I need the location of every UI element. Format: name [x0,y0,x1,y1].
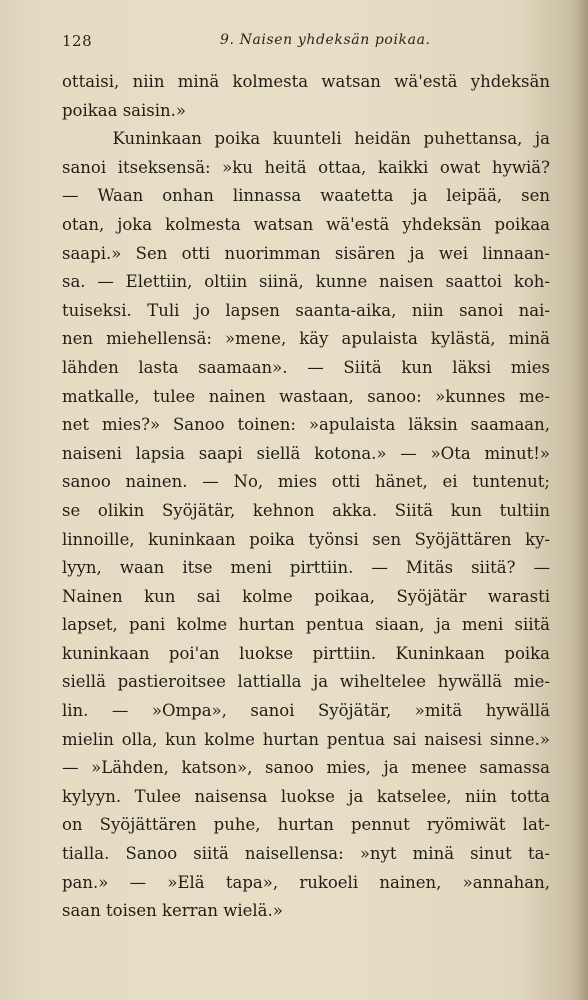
text-line: sanoi itseksensä: »ku heitä ottaa, kaikki owat hywiä? [62,157,550,177]
text-line: linnoille, kuninkaan poika työnsi sen Syöjättären ky- [62,529,550,549]
text-line: lin. — »Ompa», sanoi Syöjätär, »mitä hywällä [62,701,550,721]
text-line: naiseni lapsia saapi siellä kotona.» — »Ota minut!» [62,443,550,463]
text-line: pan.» — »Elä tapa», rukoeli nainen, »annahan, [62,872,550,892]
text-line: net mies?» Sanoo toinen: »apulaista läksin saamaan, [62,415,550,435]
text-line: sanoo nainen. — No, mies otti hänet, ei tuntenut; [62,472,550,492]
text-line: — Waan onhan linnassa waatetta ja leipää, sen [62,186,550,206]
text-line: poikaa saisin.» [62,100,186,120]
text-line: otan, joka kolmesta watsan wä'estä yhdeksän poikaa [62,214,550,234]
page-header [62,32,544,56]
text-line: on Syöjättären puhe, hurtan pennut ryömiwät lat- [62,815,550,835]
text-line: siellä pastieroitsee lattialla ja wiheltelee hywällä mie- [62,672,550,692]
text-line: mielin olla, kun kolme hurtan pentua sai naisesi sinne.» [62,729,550,749]
text-line: tuiseksi. Tuli jo lapsen saanta-aika, niin sanoi nai- [62,300,550,320]
text-line: lapset, pani kolme hurtan pentua siaan, ja meni siitä [62,615,550,635]
text-line: Nainen kun sai kolme poikaa, Syöjätär warasti [62,586,550,606]
page-number: 128 [62,32,93,50]
running-title: 9. Naisen yhdeksän poikaa. [220,32,431,48]
text-line: Kuninkaan poika kuunteli heidän puhettansa, ja [62,129,550,149]
page-edge-shadow [574,0,588,1000]
text-line: kuninkaan poi'an luokse pirttiin. Kuninkaan poika [62,643,550,663]
text-line: lyyn, waan itse meni pirttiin. — Mitäs siitä? — [62,558,550,578]
text-line: kylyyn. Tulee naisensa luokse ja katselee, niin totta [62,786,550,806]
text-line: saapi.» Sen otti nuorimman sisären ja wei linnaan- [62,243,550,263]
text-line: saan toisen kerran wielä.» [62,901,283,921]
text-line: tialla. Sanoo siitä naisellensa: »nyt minä sinut ta- [62,844,550,864]
text-line: lähden lasta saamaan». — Siitä kun läksi mies [62,357,550,377]
text-line: matkalle, tulee nainen wastaan, sanoo: »kunnes me- [62,386,550,406]
text-line: sa. — Elettiin, oltiin siinä, kunne naisen saattoi koh- [62,272,550,292]
text-line: se olikin Syöjätär, kehnon akka. Siitä kun tultiin [62,500,550,520]
text-line: ottaisi, niin minä kolmesta watsan wä'estä yhdeksän [62,72,550,91]
body-text [62,68,550,926]
text-line: — »Lähden, katson», sanoo mies, ja menee samassa [62,758,550,778]
text-line: nen miehellensä: »mene, käy apulaista kylästä, minä [62,329,550,349]
